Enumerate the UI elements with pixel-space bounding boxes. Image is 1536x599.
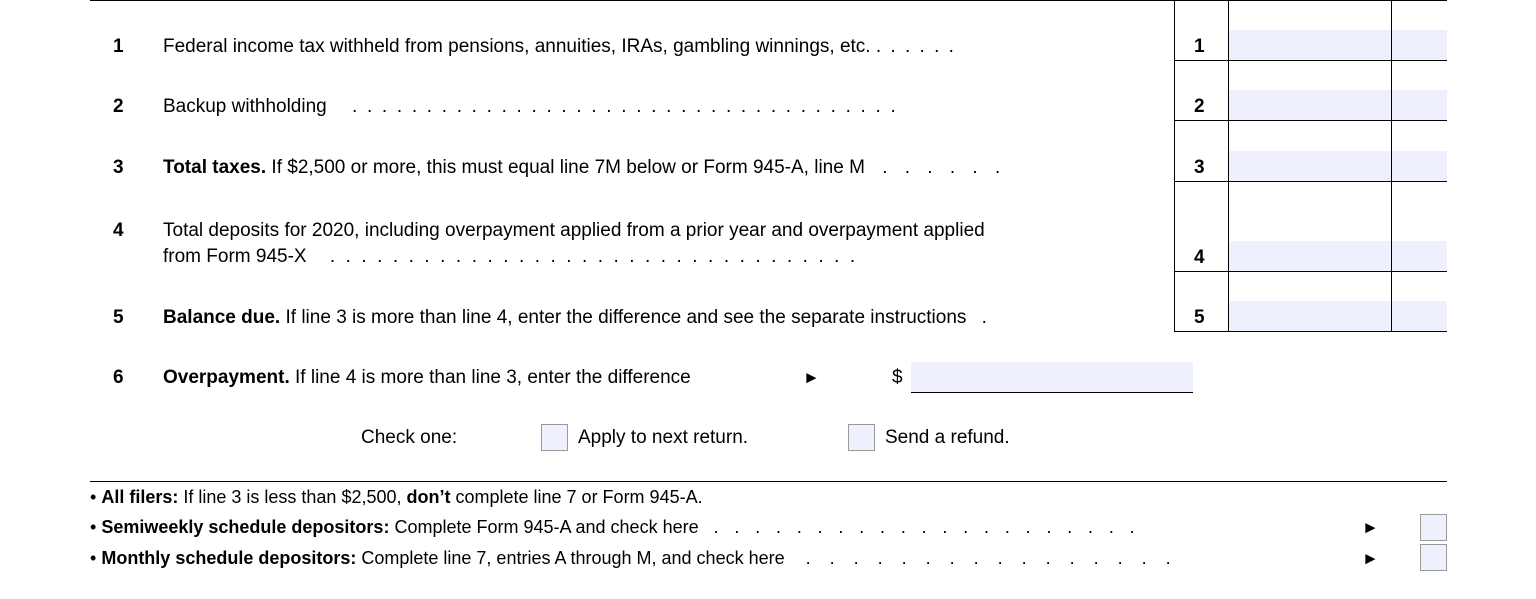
box-number: 5 [1194, 307, 1205, 328]
line-number: 6 [113, 367, 124, 388]
semiweekly-note [90, 517, 1140, 538]
line5-dollars-field[interactable] [1229, 301, 1391, 331]
line-label-bold: Total taxes. [163, 157, 267, 178]
line-label-text: If line 3 is more than line 4, enter the difference and see the separate instructions [280, 307, 967, 328]
top-rule [90, 0, 1447, 1]
bullet: • [90, 548, 97, 568]
line-label-text: from Form 945-X [163, 246, 307, 267]
line-label-text: Total deposits for 2020, including overpayment applied from a prior year and overpayment applied [163, 220, 985, 241]
dot-leader: . [981, 307, 987, 328]
box-number: 1 [1194, 36, 1205, 57]
grid-rule [1174, 60, 1447, 61]
grid-rule [1174, 181, 1447, 182]
bullet: • [90, 487, 97, 507]
line-label-text: If $2,500 or more, this must equal line 7M below or Form 945-A, line M [266, 157, 865, 178]
section-separator [90, 481, 1447, 482]
box-number: 4 [1194, 247, 1205, 268]
line-number: 3 [113, 157, 124, 178]
all-filers-note [90, 487, 703, 508]
note-text: complete line 7 or Form 945-A. [450, 487, 703, 507]
apply-next-return-checkbox[interactable] [541, 424, 568, 451]
line-label-bold: Overpayment. [163, 367, 290, 388]
grid-rule [1174, 120, 1447, 121]
line-label [163, 220, 985, 242]
monthly-note [90, 548, 1178, 569]
grid-left-border [1174, 0, 1175, 332]
arrow-icon: ► [1362, 549, 1379, 568]
apply-next-return-label: Apply to next return. [578, 427, 749, 448]
line-label-bold: Balance due. [163, 307, 281, 328]
line1-dollars-field[interactable] [1229, 30, 1391, 60]
line-number: 5 [113, 307, 124, 328]
note-text: Complete Form 945-A and check here [389, 517, 699, 537]
dot-leader: . . . . . . . . . . . . . . . . . . . . . . . . . . . . . . . . . . . . . [352, 96, 898, 117]
dot-leader: . . . . . . . . . . . . . . . . . . . . . . . . . . . . . . . . . . [329, 246, 858, 267]
line-number: 4 [113, 220, 124, 241]
line5-cents-field[interactable] [1392, 301, 1447, 331]
line-label [163, 157, 1006, 179]
line3-dollars-field[interactable] [1229, 151, 1391, 181]
grid-rule [1174, 271, 1447, 272]
note-text: Complete line 7, entries A through M, and check here [356, 548, 785, 568]
line1-cents-field[interactable] [1392, 30, 1447, 60]
monthly-checkbox[interactable] [1420, 544, 1447, 571]
line-label [163, 367, 691, 389]
semiweekly-checkbox[interactable] [1420, 514, 1447, 541]
line-number: 2 [113, 96, 124, 117]
line2-cents-field[interactable] [1392, 90, 1447, 120]
line-label-text: Backup withholding [163, 96, 327, 117]
note-bold: All filers: [101, 487, 179, 507]
overpayment-field[interactable] [911, 362, 1193, 392]
line4-dollars-field[interactable] [1229, 241, 1391, 271]
bullet: • [90, 517, 97, 537]
line3-cents-field[interactable] [1392, 151, 1447, 181]
dot-leader: . . . . . . [875, 36, 956, 57]
dot-leader: . . . . . . [882, 157, 1007, 178]
note-bold: Semiweekly schedule depositors: [101, 517, 390, 537]
note-bold: Monthly schedule depositors: [101, 548, 357, 568]
grid-rule [1174, 331, 1447, 332]
overpayment-underline [911, 392, 1193, 393]
note-bold: don’t [406, 487, 451, 507]
dot-leader: . . . . . . . . . . . . . . . . [805, 548, 1178, 568]
line4-cents-field[interactable] [1392, 241, 1447, 271]
box-number: 2 [1194, 96, 1205, 117]
line2-dollars-field[interactable] [1229, 90, 1391, 120]
box-number: 3 [1194, 157, 1205, 178]
send-refund-label: Send a refund. [885, 427, 1010, 448]
line-label [163, 307, 987, 329]
dollar-sign: $ [892, 367, 903, 388]
line-label-text: Federal income tax withheld from pensions, annuities, IRAs, gambling winnings, etc. [163, 36, 871, 57]
line-label-text: If line 4 is more than line 3, enter the difference [289, 367, 691, 388]
arrow-icon: ► [803, 368, 820, 387]
line-label-continued [163, 246, 858, 268]
line-label [163, 36, 956, 58]
check-one-label: Check one: [361, 427, 458, 448]
line-number: 1 [113, 36, 124, 57]
line-label [163, 96, 898, 118]
note-text: If line 3 is less than $2,500, [178, 487, 407, 507]
send-refund-checkbox[interactable] [848, 424, 875, 451]
dot-leader: . . . . . . . . . . . . . . . . . . . . . [713, 517, 1141, 537]
arrow-icon: ► [1362, 518, 1379, 537]
